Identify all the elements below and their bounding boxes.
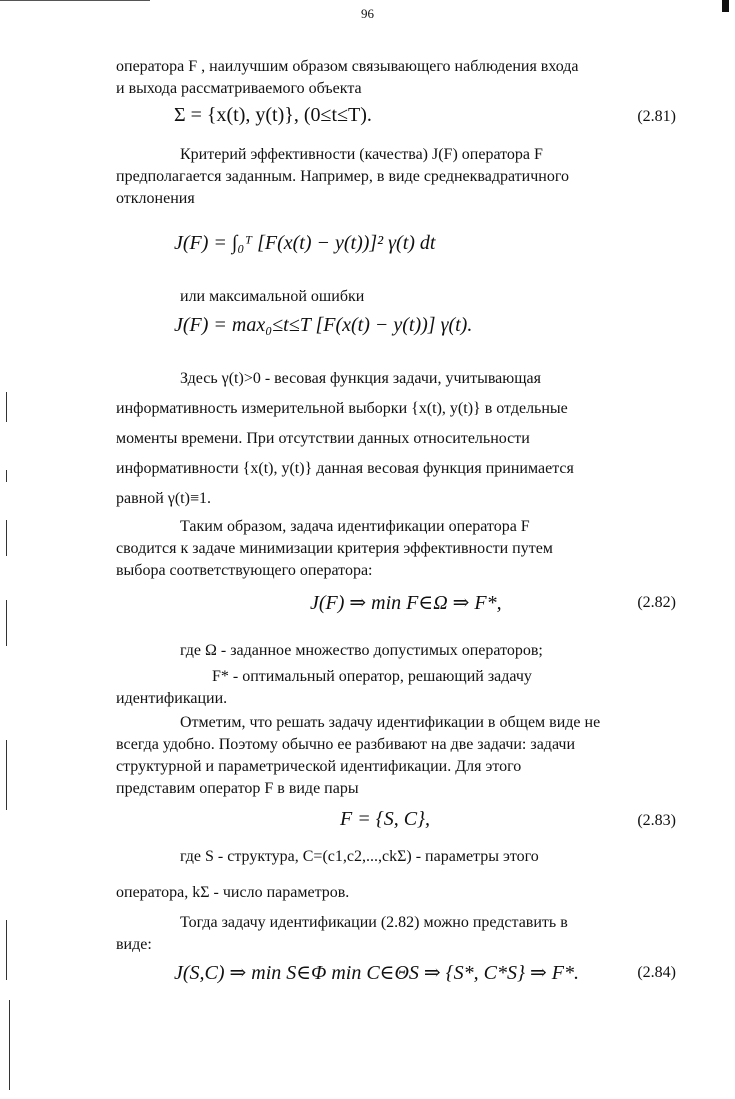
text-line: информативность измерительной выборки {x(t), y(t)} в отдельные <box>116 400 568 417</box>
text-line: сводится к задаче минимизации критерия эффективности путем <box>116 540 553 557</box>
equation-body: Σ = {x(t), y(t)}, (0≤t≤T). <box>174 104 372 126</box>
text-line: структурной и параметрической идентификации. Для этого <box>116 758 522 775</box>
text-line: или максимальной ошибки <box>180 288 365 305</box>
paragraph-final <box>116 912 706 956</box>
paragraph-max-error <box>180 286 680 308</box>
text-line: представим оператор F в виде пары <box>116 780 359 797</box>
text-line: моменты времени. При отсутствии данных относительности <box>116 430 530 447</box>
text-line: F* - оптимальный оператор, решающий задачу <box>212 668 532 685</box>
equation-number: (2.84) <box>637 964 676 981</box>
text-line: отклонения <box>116 190 195 207</box>
equation-body: F = {S, C}, <box>340 808 431 830</box>
paragraph-omega <box>180 640 706 662</box>
paragraph-param-count <box>116 882 706 904</box>
equation-body: J(F) = max₀≤t≤T [F(x(t) − y(t))] γ(t). <box>174 314 473 336</box>
paragraph-structure-params <box>116 846 706 868</box>
text-line: где S - структура, C=(c1,c2,...,ckΣ) - параметры этого <box>180 848 539 865</box>
paragraph-identification <box>116 516 706 582</box>
text-line: виде: <box>116 936 152 953</box>
paragraph-intro <box>116 56 706 100</box>
text-line: и выхода рассматриваемого объекта <box>116 80 362 97</box>
text-line: Здесь γ(t)>0 - весовая функция задачи, учитывающая <box>180 370 541 387</box>
equation-body: J(F) ⇒ min F∈Ω ⇒ F*, <box>310 592 502 614</box>
text-line: всегда удобно. Поэтому обычно ее разбивают на две задачи: задачи <box>116 736 576 753</box>
text-line: Критерий эффективности (качества) J(F) оператора F <box>180 146 543 163</box>
equation-body: J(S,C) ⇒ min S∈Φ min C∈ΘS ⇒ {S*, C*S} ⇒ F*. <box>174 962 579 984</box>
text-line: Таким образом, задача идентификации оператора F <box>180 518 530 535</box>
paragraph-optimal-operator <box>116 666 706 710</box>
text-line: предполагается заданным. Например, в виде среднеквадратичного <box>116 168 569 185</box>
text-line: Отметим, что решать задачу идентификации в общем виде не <box>180 714 601 731</box>
paragraph-structural-parametric <box>116 712 706 800</box>
text-line: оператора, kΣ - число параметров. <box>116 884 350 901</box>
text-line: Тогда задачу идентификации (2.82) можно представить в <box>180 914 568 931</box>
equation-number: (2.82) <box>637 594 676 611</box>
paragraph-criterion <box>116 144 706 210</box>
equation-integral <box>116 226 706 286</box>
page-number: 96 <box>361 6 374 21</box>
text-line: где Ω - заданное множество допустимых операторов; <box>180 642 543 659</box>
equation-number: (2.81) <box>637 108 676 125</box>
margin-scan-marks <box>0 0 20 1099</box>
paragraph-weight-function <box>116 364 706 514</box>
equation-body: J(F) = ∫₀ᵀ [F(x(t) − y(t))]² γ(t) dt <box>174 232 436 254</box>
text-line: информативности {x(t), y(t)} данная весовая функция принимается <box>116 460 574 477</box>
text-line: идентификации. <box>116 690 228 707</box>
scan-artifact-line <box>0 0 150 1</box>
text-line: равной γ(t)≡1. <box>116 490 211 507</box>
text-line: оператора F , наилучшим образом связывающего наблюдения входа <box>116 58 579 75</box>
equation-number: (2.83) <box>637 812 676 829</box>
text-line: выбора соответствующего оператора: <box>116 562 373 579</box>
